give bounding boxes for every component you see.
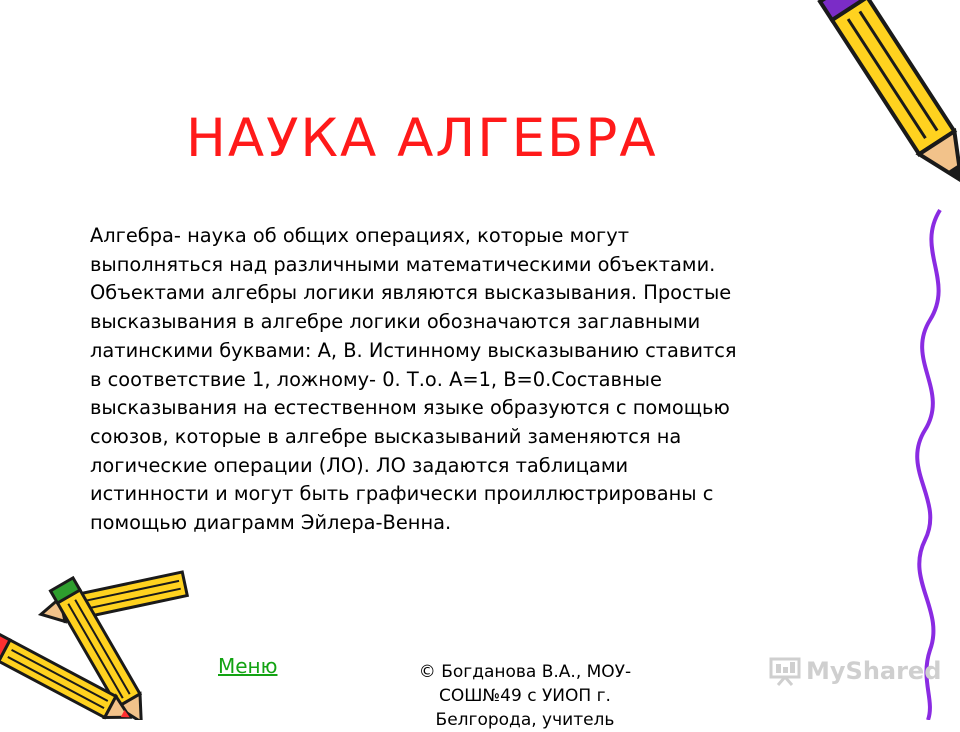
paragraph-line: выполняться над различными математическими объектами. xyxy=(90,252,716,276)
paragraph-line: логические операции (ЛО). ЛО задаются таблицами xyxy=(90,453,629,477)
copyright-note xyxy=(410,660,640,732)
menu-link[interactable]: Меню xyxy=(218,654,278,678)
paragraph-line: Объектами алгебры логики являются высказывания. Простые xyxy=(90,281,732,305)
paragraph-line: в соответствие 1, ложному- 0. Т.о. А=1, В=0.Составные xyxy=(90,367,662,391)
copyright-line: Белгорода, учитель xyxy=(435,710,615,730)
body-paragraph xyxy=(90,222,830,538)
paragraph-line: союзов, которые в алгебре высказываний заменяются на xyxy=(90,424,682,448)
paragraph-line: высказывания в алгебре логики обозначаются заглавными xyxy=(90,310,701,334)
copyright-line: СОШ№49 с УИОП г. xyxy=(439,686,611,706)
squiggle-line xyxy=(917,210,940,720)
copyright-line: © Богданова В.А., МОУ- xyxy=(418,662,632,682)
slide-title: НАУКА АЛГЕБРА xyxy=(186,108,658,169)
paragraph-line: высказывания на естественном языке образуются с помощью xyxy=(90,396,730,420)
watermark xyxy=(768,656,941,686)
paragraph-line: истинности и могут быть графически проиллюстрированы с xyxy=(90,482,714,506)
pencil-icon xyxy=(820,0,960,192)
paragraph-line: Алгебра- наука об общих операциях, которые могут xyxy=(90,224,630,247)
paragraph-line: латинскими буквами: А, В. Истинному высказыванию ставится xyxy=(90,338,737,362)
watermark-text: MyShared xyxy=(806,657,942,685)
presentation-board-icon xyxy=(768,656,802,686)
paragraph-line: помощью диаграмм Эйлера-Венна. xyxy=(90,511,452,535)
